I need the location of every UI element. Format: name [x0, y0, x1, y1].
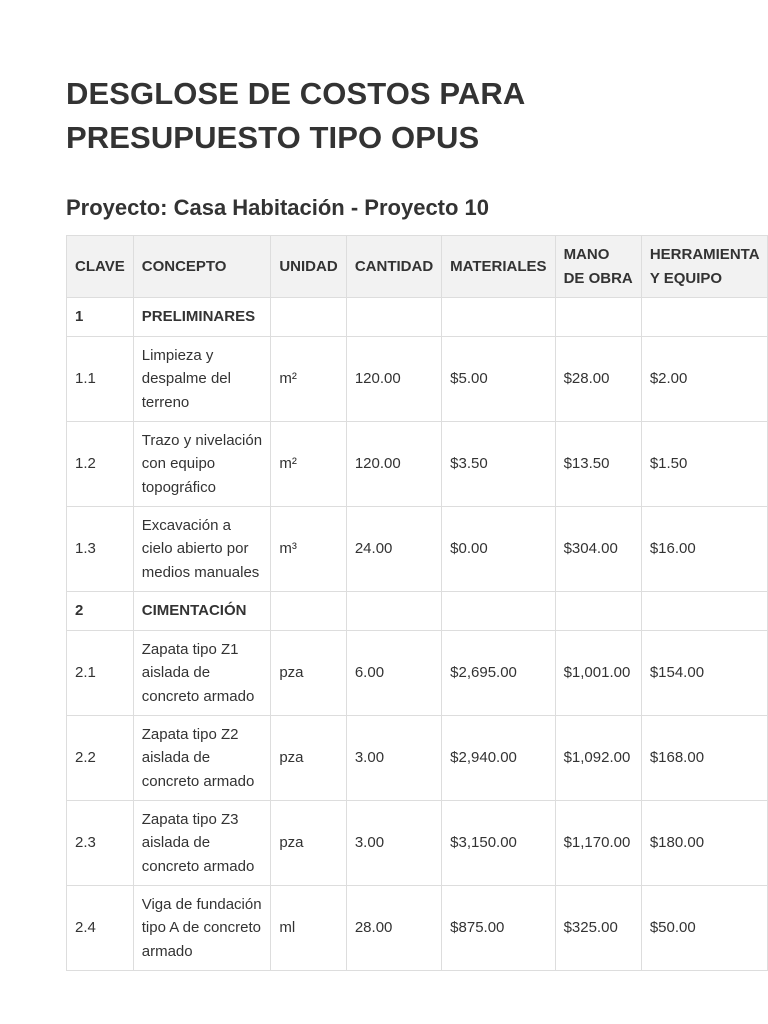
cell-concepto: Limpieza y despalme del terreno — [133, 337, 271, 422]
cell-clave: 2.1 — [67, 631, 134, 716]
cell-mano-de-obra — [555, 592, 641, 631]
table-header-row — [67, 236, 768, 298]
cell-concepto: CIMENTACIÓN — [133, 592, 271, 631]
cell-cantidad: 3.00 — [346, 801, 441, 886]
cell-unidad: m² — [271, 337, 347, 422]
header-cantidad: CANTIDAD — [346, 236, 441, 298]
cell-herramienta-equipo: $180.00 — [641, 801, 767, 886]
cell-unidad: pza — [271, 631, 347, 716]
cell-unidad — [271, 298, 347, 337]
cell-cantidad: 24.00 — [346, 507, 441, 592]
header-materiales: MATERIALES — [442, 236, 555, 298]
cell-materiales: $5.00 — [442, 337, 555, 422]
cell-mano-de-obra: $1,001.00 — [555, 631, 641, 716]
cell-herramienta-equipo: $2.00 — [641, 337, 767, 422]
cell-herramienta-equipo — [641, 592, 767, 631]
table-row — [67, 631, 768, 716]
cell-cantidad: 120.00 — [346, 422, 441, 507]
cell-materiales — [442, 592, 555, 631]
header-herramienta-equipo: HERRAMIENTA Y EQUIPO — [641, 236, 767, 298]
cell-unidad: pza — [271, 716, 347, 801]
table-row — [67, 507, 768, 592]
cell-concepto: Zapata tipo Z2 aislada de concreto armado — [133, 716, 271, 801]
cell-clave: 2.3 — [67, 801, 134, 886]
cell-mano-de-obra: $28.00 — [555, 337, 641, 422]
cell-concepto: Excavación a cielo abierto por medios manuales — [133, 507, 271, 592]
table-row — [67, 801, 768, 886]
document-title: DESGLOSE DE COSTOS PARA PRESUPUESTO TIPO OPUS — [66, 76, 525, 155]
cell-mano-de-obra — [555, 298, 641, 337]
cost-breakdown-table — [66, 235, 768, 971]
cell-materiales: $2,940.00 — [442, 716, 555, 801]
cell-clave: 2.4 — [67, 886, 134, 971]
cell-unidad — [271, 592, 347, 631]
cell-clave: 1.2 — [67, 422, 134, 507]
header-mano-de-obra: MANO DE OBRA — [555, 236, 641, 298]
cell-materiales: $3.50 — [442, 422, 555, 507]
cell-clave: 1 — [67, 298, 134, 337]
cell-concepto: Trazo y nivelación con equipo topográfico — [133, 422, 271, 507]
table-row-group — [67, 592, 768, 631]
cell-materiales: $3,150.00 — [442, 801, 555, 886]
header-concepto: CONCEPTO — [133, 236, 271, 298]
cell-herramienta-equipo: $168.00 — [641, 716, 767, 801]
cell-concepto: Viga de fundación tipo A de concreto armado — [133, 886, 271, 971]
cell-clave: 2 — [67, 592, 134, 631]
cell-unidad: m² — [271, 422, 347, 507]
cell-cantidad: 120.00 — [346, 337, 441, 422]
cell-mano-de-obra: $13.50 — [555, 422, 641, 507]
header-clave: CLAVE — [67, 236, 134, 298]
cell-mano-de-obra: $1,092.00 — [555, 716, 641, 801]
cell-unidad: pza — [271, 801, 347, 886]
cell-herramienta-equipo: $154.00 — [641, 631, 767, 716]
cell-clave: 1.3 — [67, 507, 134, 592]
cell-cantidad: 6.00 — [346, 631, 441, 716]
cell-concepto: PRELIMINARES — [133, 298, 271, 337]
cell-concepto: Zapata tipo Z3 aislada de concreto armado — [133, 801, 271, 886]
cell-materiales: $2,695.00 — [442, 631, 555, 716]
cell-cantidad — [346, 298, 441, 337]
table-row-group — [67, 298, 768, 337]
table-row — [67, 422, 768, 507]
cell-cantidad — [346, 592, 441, 631]
table-row — [67, 337, 768, 422]
table-row — [67, 716, 768, 801]
cell-unidad: ml — [271, 886, 347, 971]
table-row — [67, 886, 768, 971]
cell-cantidad: 28.00 — [346, 886, 441, 971]
cell-herramienta-equipo: $50.00 — [641, 886, 767, 971]
cell-herramienta-equipo: $1.50 — [641, 422, 767, 507]
cell-materiales: $0.00 — [442, 507, 555, 592]
cell-materiales — [442, 298, 555, 337]
cell-herramienta-equipo: $16.00 — [641, 507, 767, 592]
cell-concepto: Zapata tipo Z1 aislada de concreto armado — [133, 631, 271, 716]
cell-unidad: m³ — [271, 507, 347, 592]
header-unidad: UNIDAD — [271, 236, 347, 298]
cell-clave: 2.2 — [67, 716, 134, 801]
cell-clave: 1.1 — [67, 337, 134, 422]
cell-mano-de-obra: $325.00 — [555, 886, 641, 971]
project-subtitle: Proyecto: Casa Habitación - Proyecto 10 — [66, 195, 490, 220]
cell-mano-de-obra: $304.00 — [555, 507, 641, 592]
cell-herramienta-equipo — [641, 298, 767, 337]
cell-mano-de-obra: $1,170.00 — [555, 801, 641, 886]
cell-materiales: $875.00 — [442, 886, 555, 971]
cell-cantidad: 3.00 — [346, 716, 441, 801]
